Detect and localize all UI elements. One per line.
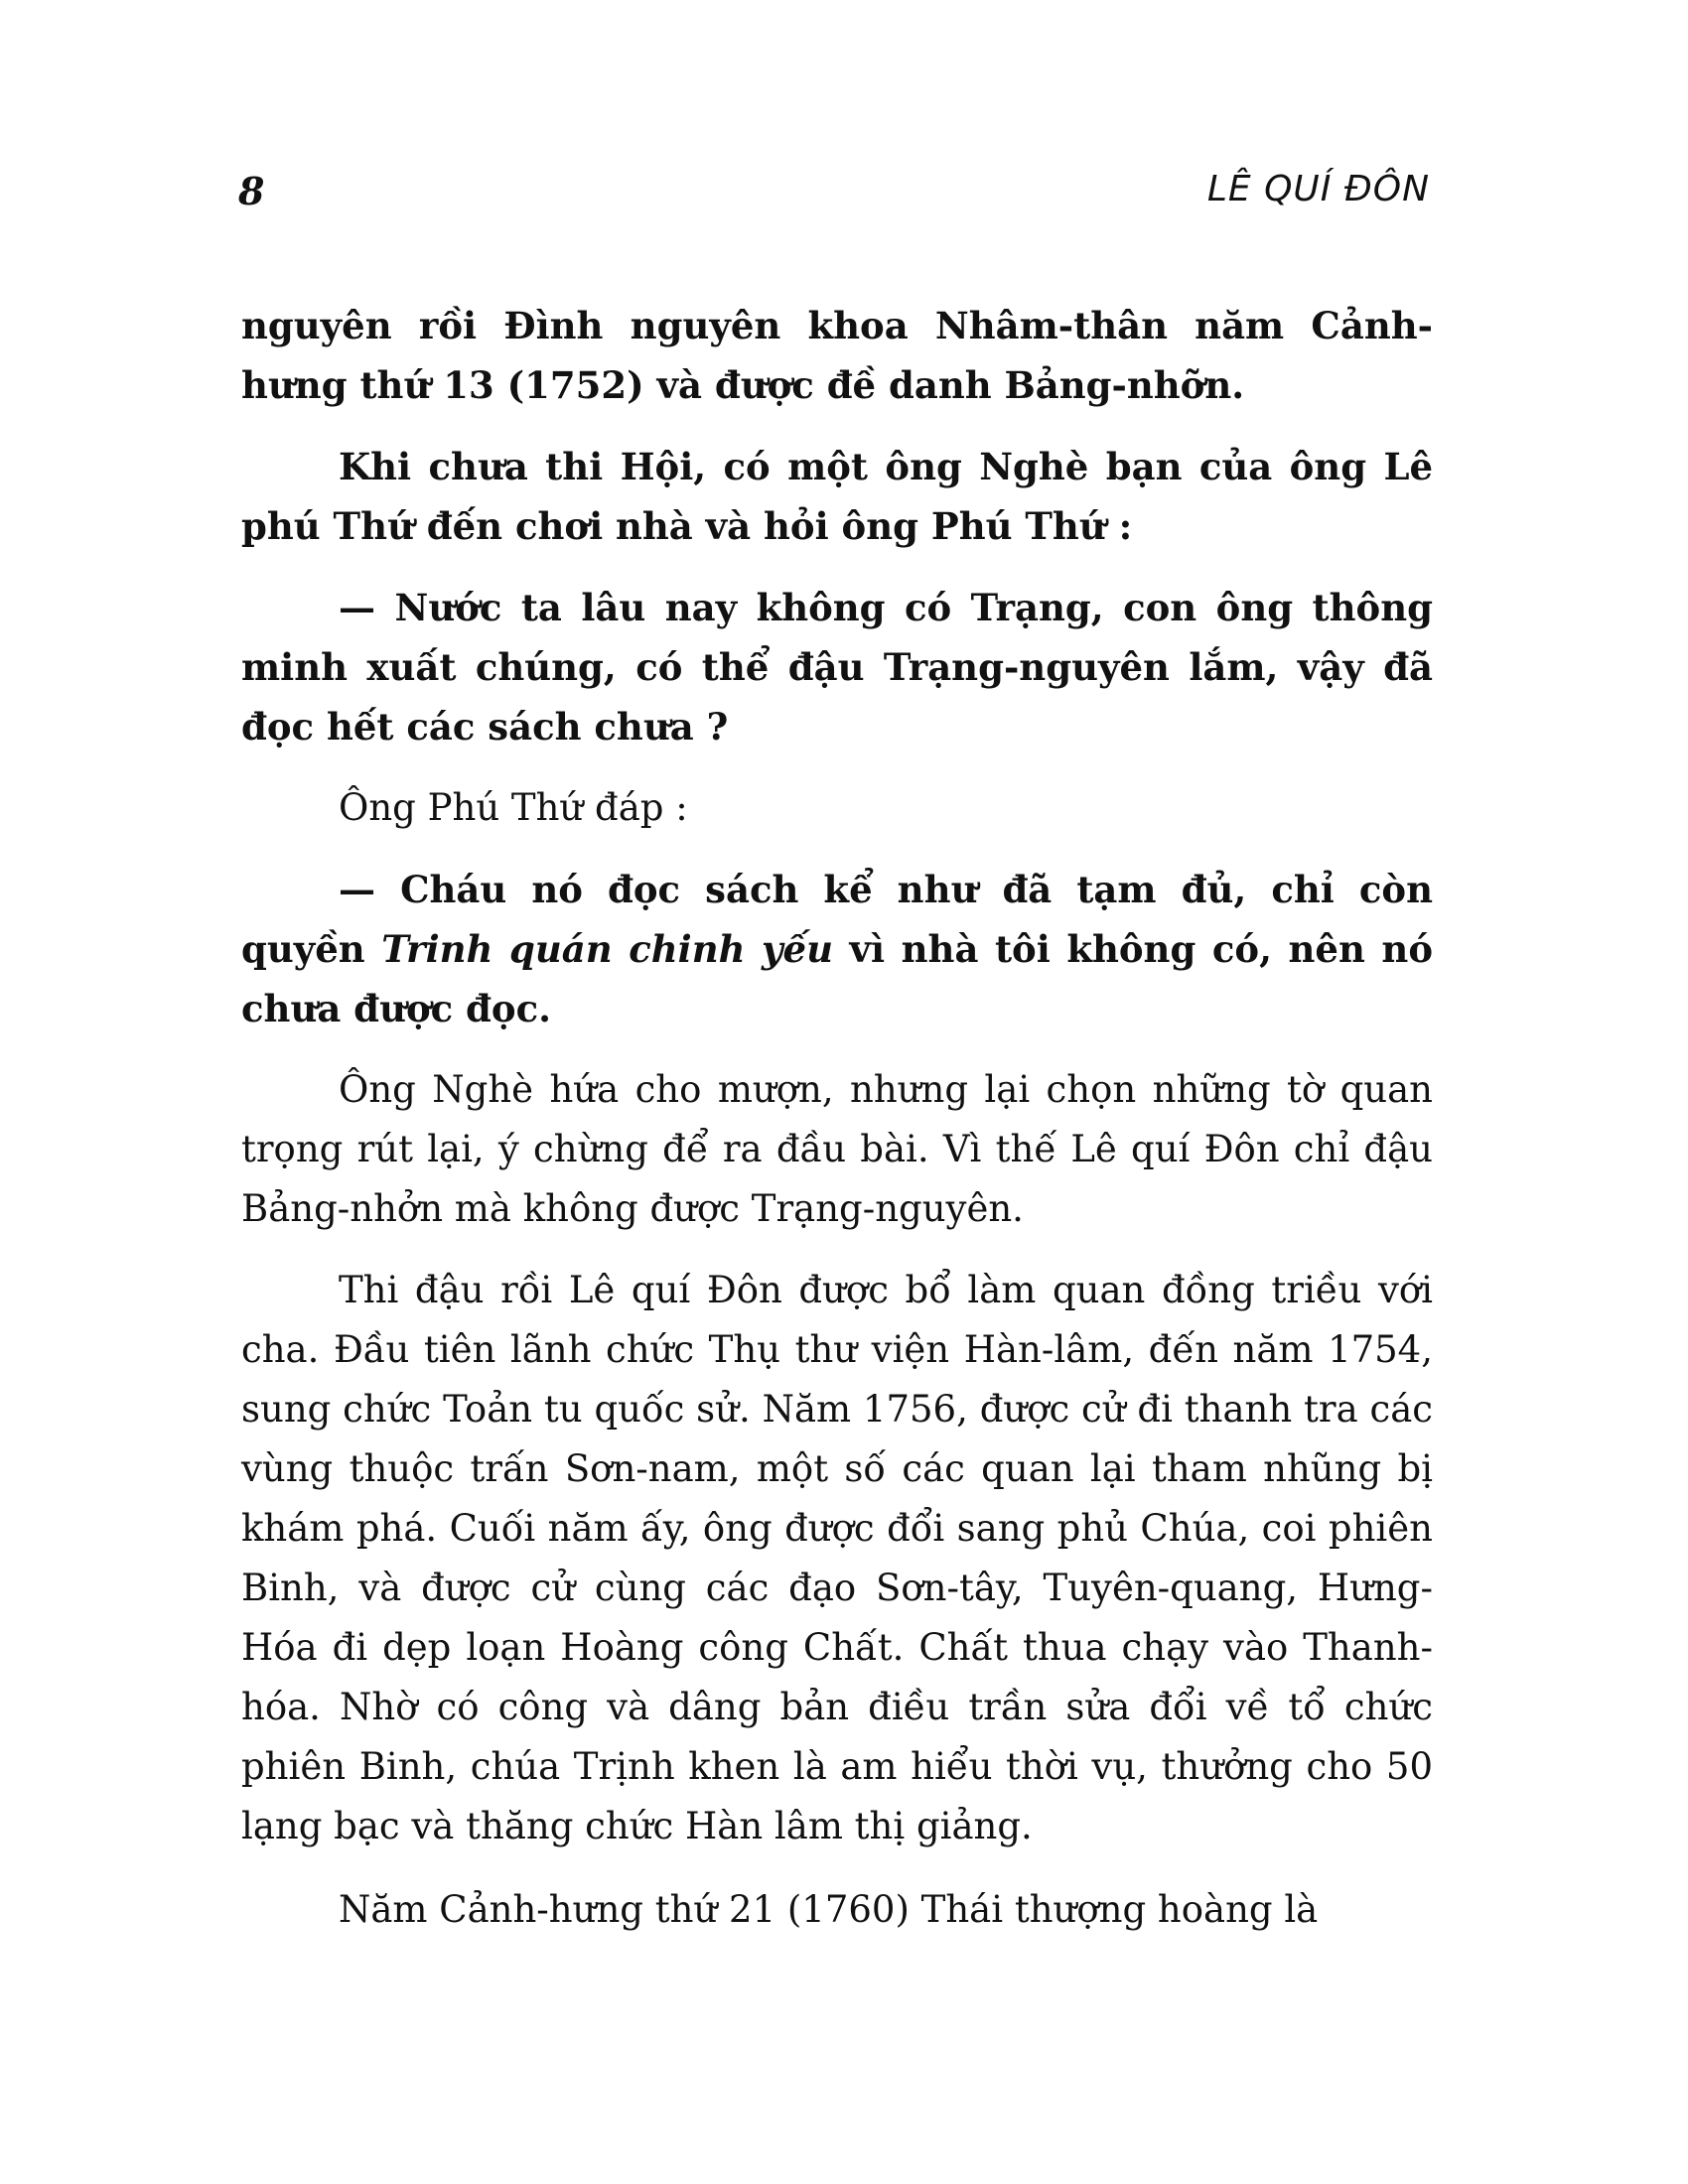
running-title: LÊ QUÍ ĐÔN [1206,169,1430,209]
paragraph-dialogue-question: — Nước ta lâu nay không có Trạng, con ông thông minh xuất chúng, có thể đậu Trạng-nguyên lắm, vậy đã đọc hết các sách chưa ? [241,586,1433,749]
paragraph-reply-intro: Ông Phú Thứ đáp : [339,786,688,829]
book-title-reference: Trinh quán chinh yếu [381,927,833,971]
answer-text-after: vì nhà tôi không có, nên nó chưa được đọc. [241,927,1433,1030]
paragraph-continuation: nguyên rồi Đình nguyên khoa Nhâm-thân năm Cảnh-hưng thứ 13 (1752) và được đề danh Bảng-nhỡn. [241,304,1433,407]
page-header [238,169,1430,228]
body-text [241,296,1433,1962]
paragraph-dialogue-answer [241,860,1433,1038]
paragraph-career: Thi đậu rồi Lê quí Đôn được bổ làm quan đồng triều với cha. Đầu tiên lãnh chức Thụ thư viện Hàn-lâm, đến năm 1754, sung chức Toản tu quốc sử. Năm 1756, được cử đi thanh tra các vùng thuộc trấn Sơn-nam, một số các quan lại tham nhũng bị khám phá. Cuối năm ấy, ông được đổi sang phủ Chúa, coi phiên Binh, và được cử cùng các đạo Sơn-tây, Tuyên-quang, Hưng-Hóa đi dẹp loạn Hoàng công Chất. Chất thua chạy vào Thanh-hóa. Nhờ có công và dâng bản điều trần sửa đổi về tổ chức phiên Binh, chúa Trịnh khen là am hiểu thời vụ, thưởng cho 50 lạng bạc và thăng chức Hàn lâm thị giảng. [241,1269,1433,1847]
answer-text-before: — Cháu nó đọc sách kể như đã tạm đủ, chỉ còn quyền [241,868,1433,971]
paragraph-narration: Khi chưa thi Hội, có một ông Nghè bạn của ông Lê phú Thứ đến chơi nhà và hỏi ông Phú Thứ : [241,445,1433,548]
page-number: 8 [238,169,265,213]
paragraph-next: Năm Cảnh-hưng thứ 21 (1760) Thái thượng hoàng là [339,1888,1319,1931]
paragraph-borrowing: Ông Nghè hứa cho mượn, nhưng lại chọn những tờ quan trọng rút lại, ý chừng để ra đầu bài. Vì thế Lê quí Đôn chỉ đậu Bảng-nhởn mà không được Trạng-nguyên. [241,1068,1433,1230]
